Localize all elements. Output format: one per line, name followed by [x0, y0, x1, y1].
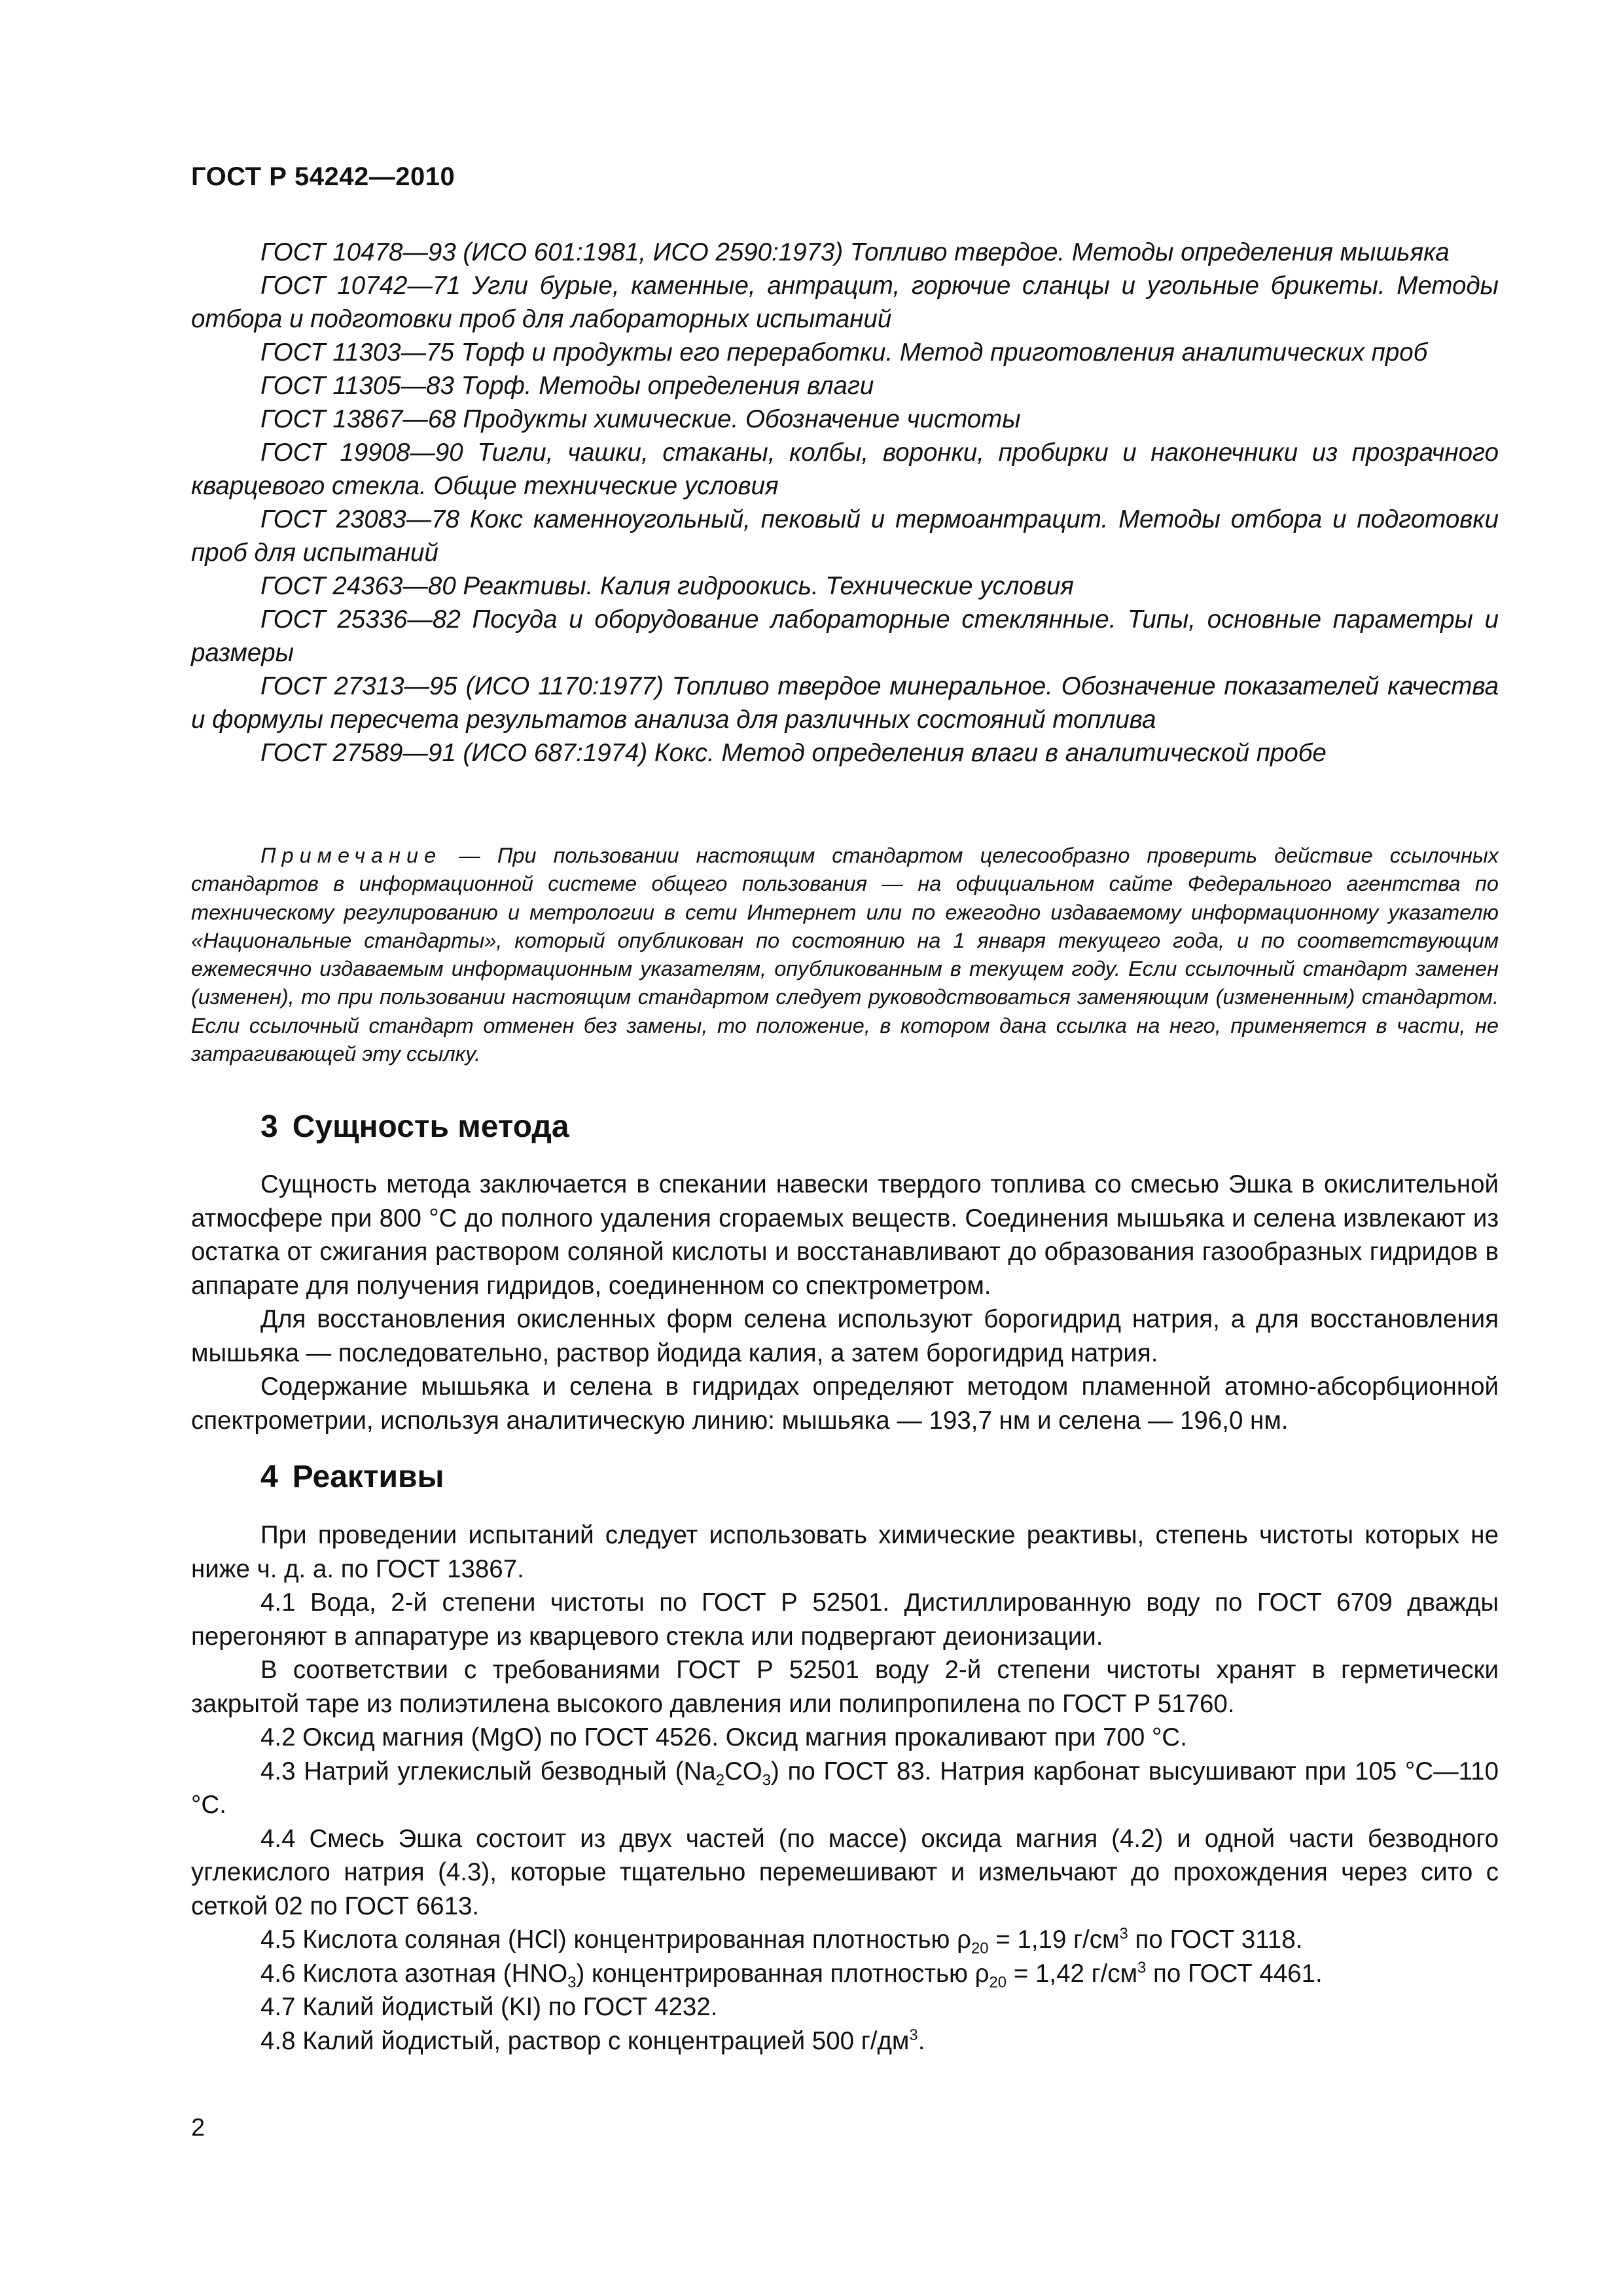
paragraph: [191, 1755, 1499, 1822]
subscript: 2: [715, 1771, 724, 1789]
paragraph: 4.1 Вода, 2-й степени чистоты по ГОСТ Р 52501. Дистиллированную воду по ГОСТ 6709 дважды перегоняют в аппаратуре из кварцевого стекла или подвергают деионизации.: [191, 1588, 1499, 1651]
reference-item: ГОСТ 24363—80 Реактивы. Калия гидроокись. Технические условия: [260, 572, 1074, 600]
normative-references-list: [191, 236, 1499, 770]
note-text: — При пользовании настоящим стандартом целесообразно проверить действие ссылочных стандартов в информационной системе общего пользования — на официальном сайте Федерального агентства по техническому регулированию и метрологии в сети Интернет или по ежегодно издаваемому информационному указателю «Национальные стандарты», который опубликован по состоянию на 1 января текущего года, и по соответствующим ежемесячно издаваемым информационным указателям, опубликованным в текущем году. Если ссылочный стандарт заменен (изменен), то при пользовании настоящим стандартом следует руководствоваться заменяющим (измененным) стандартом. Если ссылочный стандарт отменен без замены, то положение, в котором дана ссылка на него, применяется в части, не затрагивающей эту ссылку.: [191, 844, 1499, 1066]
paragraph: [191, 1923, 1499, 1957]
reference-item: ГОСТ 10478—93 (ИСО 601:1981, ИСО 2590:1973) Топливо твердое. Методы определения мышьяка: [260, 238, 1450, 266]
reference-item: ГОСТ 27589—91 (ИСО 687:1974) Кокс. Метод определения влаги в аналитической пробе: [260, 739, 1327, 767]
text-run: 4.8 Калий йодистый, раствор с концентрацией 500 г/дм: [260, 2026, 910, 2055]
paragraph: Для восстановления окисленных форм селена используют борогидрид натрия, а для восстановления мышьяка — последовательно, раствор йодида калия, а затем борогидрид натрия.: [191, 1305, 1499, 1367]
subscript: 20: [971, 1939, 989, 1958]
section-3-body: [191, 1168, 1499, 1437]
subscript: 3: [567, 1973, 577, 1992]
subscript: 3: [762, 1771, 771, 1789]
text-run: = 1,42 г/см: [1007, 1959, 1138, 1988]
reference-item: ГОСТ 23083—78 Кокс каменноугольный, пековый и термоантрацит. Методы отбора и подготовки проб для испытаний: [191, 505, 1499, 567]
reference-item: ГОСТ 25336—82 Посуда и оборудование лабораторные стеклянные. Типы, основные параметры и размеры: [191, 605, 1499, 667]
paragraph: При проведении испытаний следует использовать химические реактивы, степень чистоты которых не ниже ч. д. а. по ГОСТ 13867.: [191, 1521, 1499, 1583]
document-code-header: ГОСТ Р 54242—2010: [191, 162, 455, 191]
section-number: 4: [260, 1460, 278, 1494]
section-title: Реактивы: [292, 1460, 444, 1494]
note-block: [191, 842, 1499, 1068]
paragraph: [191, 2024, 1499, 2058]
text-run: ) по ГОСТ 83. Натрия карбонат высушивают при 105 °С—110 °С.: [191, 1757, 1499, 1819]
reference-item: ГОСТ 11303—75 Торф и продукты его переработки. Метод приготовления аналитических проб: [260, 338, 1428, 367]
page-number: 2: [191, 2114, 205, 2142]
paragraph: Содержание мышьяка и селена в гидридах определяют методом пламенной атомно-абсорбционной спектрометрии, используя аналитическую линию: мышьяка — 193,7 нм и селена — 196,0 нм.: [191, 1372, 1499, 1435]
section-4-heading: [260, 1459, 444, 1495]
text-run: ) концентрированная плотностью ρ: [576, 1959, 990, 1988]
superscript: 3: [1137, 1958, 1147, 1977]
text-run: по ГОСТ 4461.: [1146, 1959, 1323, 1988]
reference-item: ГОСТ 27313—95 (ИСО 1170:1977) Топливо твердое минеральное. Обозначение показателей качества и формулы пересчета результатов анализа для различных состояний топлива: [191, 672, 1499, 734]
reference-item: ГОСТ 10742—71 Угли бурые, каменные, антрацит, горючие сланцы и угольные брикеты. Методы отбора и подготовки проб для лабораторных испытаний: [191, 272, 1499, 333]
paragraph: 4.4 Смесь Эшка состоит из двух частей (по массе) оксида магния (4.2) и одной части безводного углекислого натрия (4.3), которые тщательно перемешивают и измельчают до прохождения через сито с сеткой 02 по ГОСТ 6613.: [191, 1824, 1499, 1920]
superscript: 3: [909, 2026, 918, 2044]
text-run: 4.5 Кислота соляная (HCl) концентрированная плотностью ρ: [260, 1926, 972, 1954]
reference-item: ГОСТ 11305—83 Торф. Методы определения влаги: [260, 372, 874, 400]
superscript: 3: [1119, 1925, 1128, 1943]
section-4-body: [191, 1518, 1499, 2058]
text-run: по ГОСТ 3118.: [1128, 1926, 1303, 1954]
subscript: 20: [989, 1973, 1007, 1992]
text-run: .: [918, 2026, 925, 2055]
paragraph: [191, 1957, 1499, 1991]
reference-item: ГОСТ 19908—90 Тигли, чашки, стаканы, колбы, воронки, пробирки и наконечники из прозрачного кварцевого стекла. Общие технические условия: [191, 439, 1499, 500]
text-run: CO: [724, 1757, 762, 1785]
text-run: 4.3 Натрий углекислый безводный (Na: [260, 1757, 716, 1785]
section-3-heading: [260, 1109, 569, 1145]
text-run: 4.6 Кислота азотная (HNO: [260, 1959, 568, 1988]
text-run: = 1,19 г/см: [988, 1926, 1120, 1954]
paragraph: Сущность метода заключается в спекании навески твердого топлива со смесью Эшка в окислительной атмосфере при 800 °С до полного удаления сгораемых веществ. Соединения мышьяка и селена извлекают из остатка от сжигания раствором соляной кислоты и восстанавливают до образования газообразных гидридов в аппарате для получения гидридов, соединенном со спектрометром.: [191, 1170, 1499, 1300]
section-title: Сущность метода: [292, 1109, 569, 1144]
section-number: 3: [260, 1109, 278, 1144]
paragraph: В соответствии с требованиями ГОСТ Р 52501 воду 2-й степени чистоты хранят в герметически закрытой таре из полиэтилена высокого давления или полипропилена по ГОСТ Р 51760.: [191, 1656, 1499, 1718]
paragraph: 4.2 Оксид магния (MgO) по ГОСТ 4526. Оксид магния прокаливают при 700 °С.: [260, 1723, 1187, 1751]
paragraph: 4.7 Калий йодистый (KI) по ГОСТ 4232.: [260, 1993, 718, 2021]
reference-item: ГОСТ 13867—68 Продукты химические. Обозначение чистоты: [260, 405, 1021, 433]
note-label: Примечание: [260, 844, 442, 867]
